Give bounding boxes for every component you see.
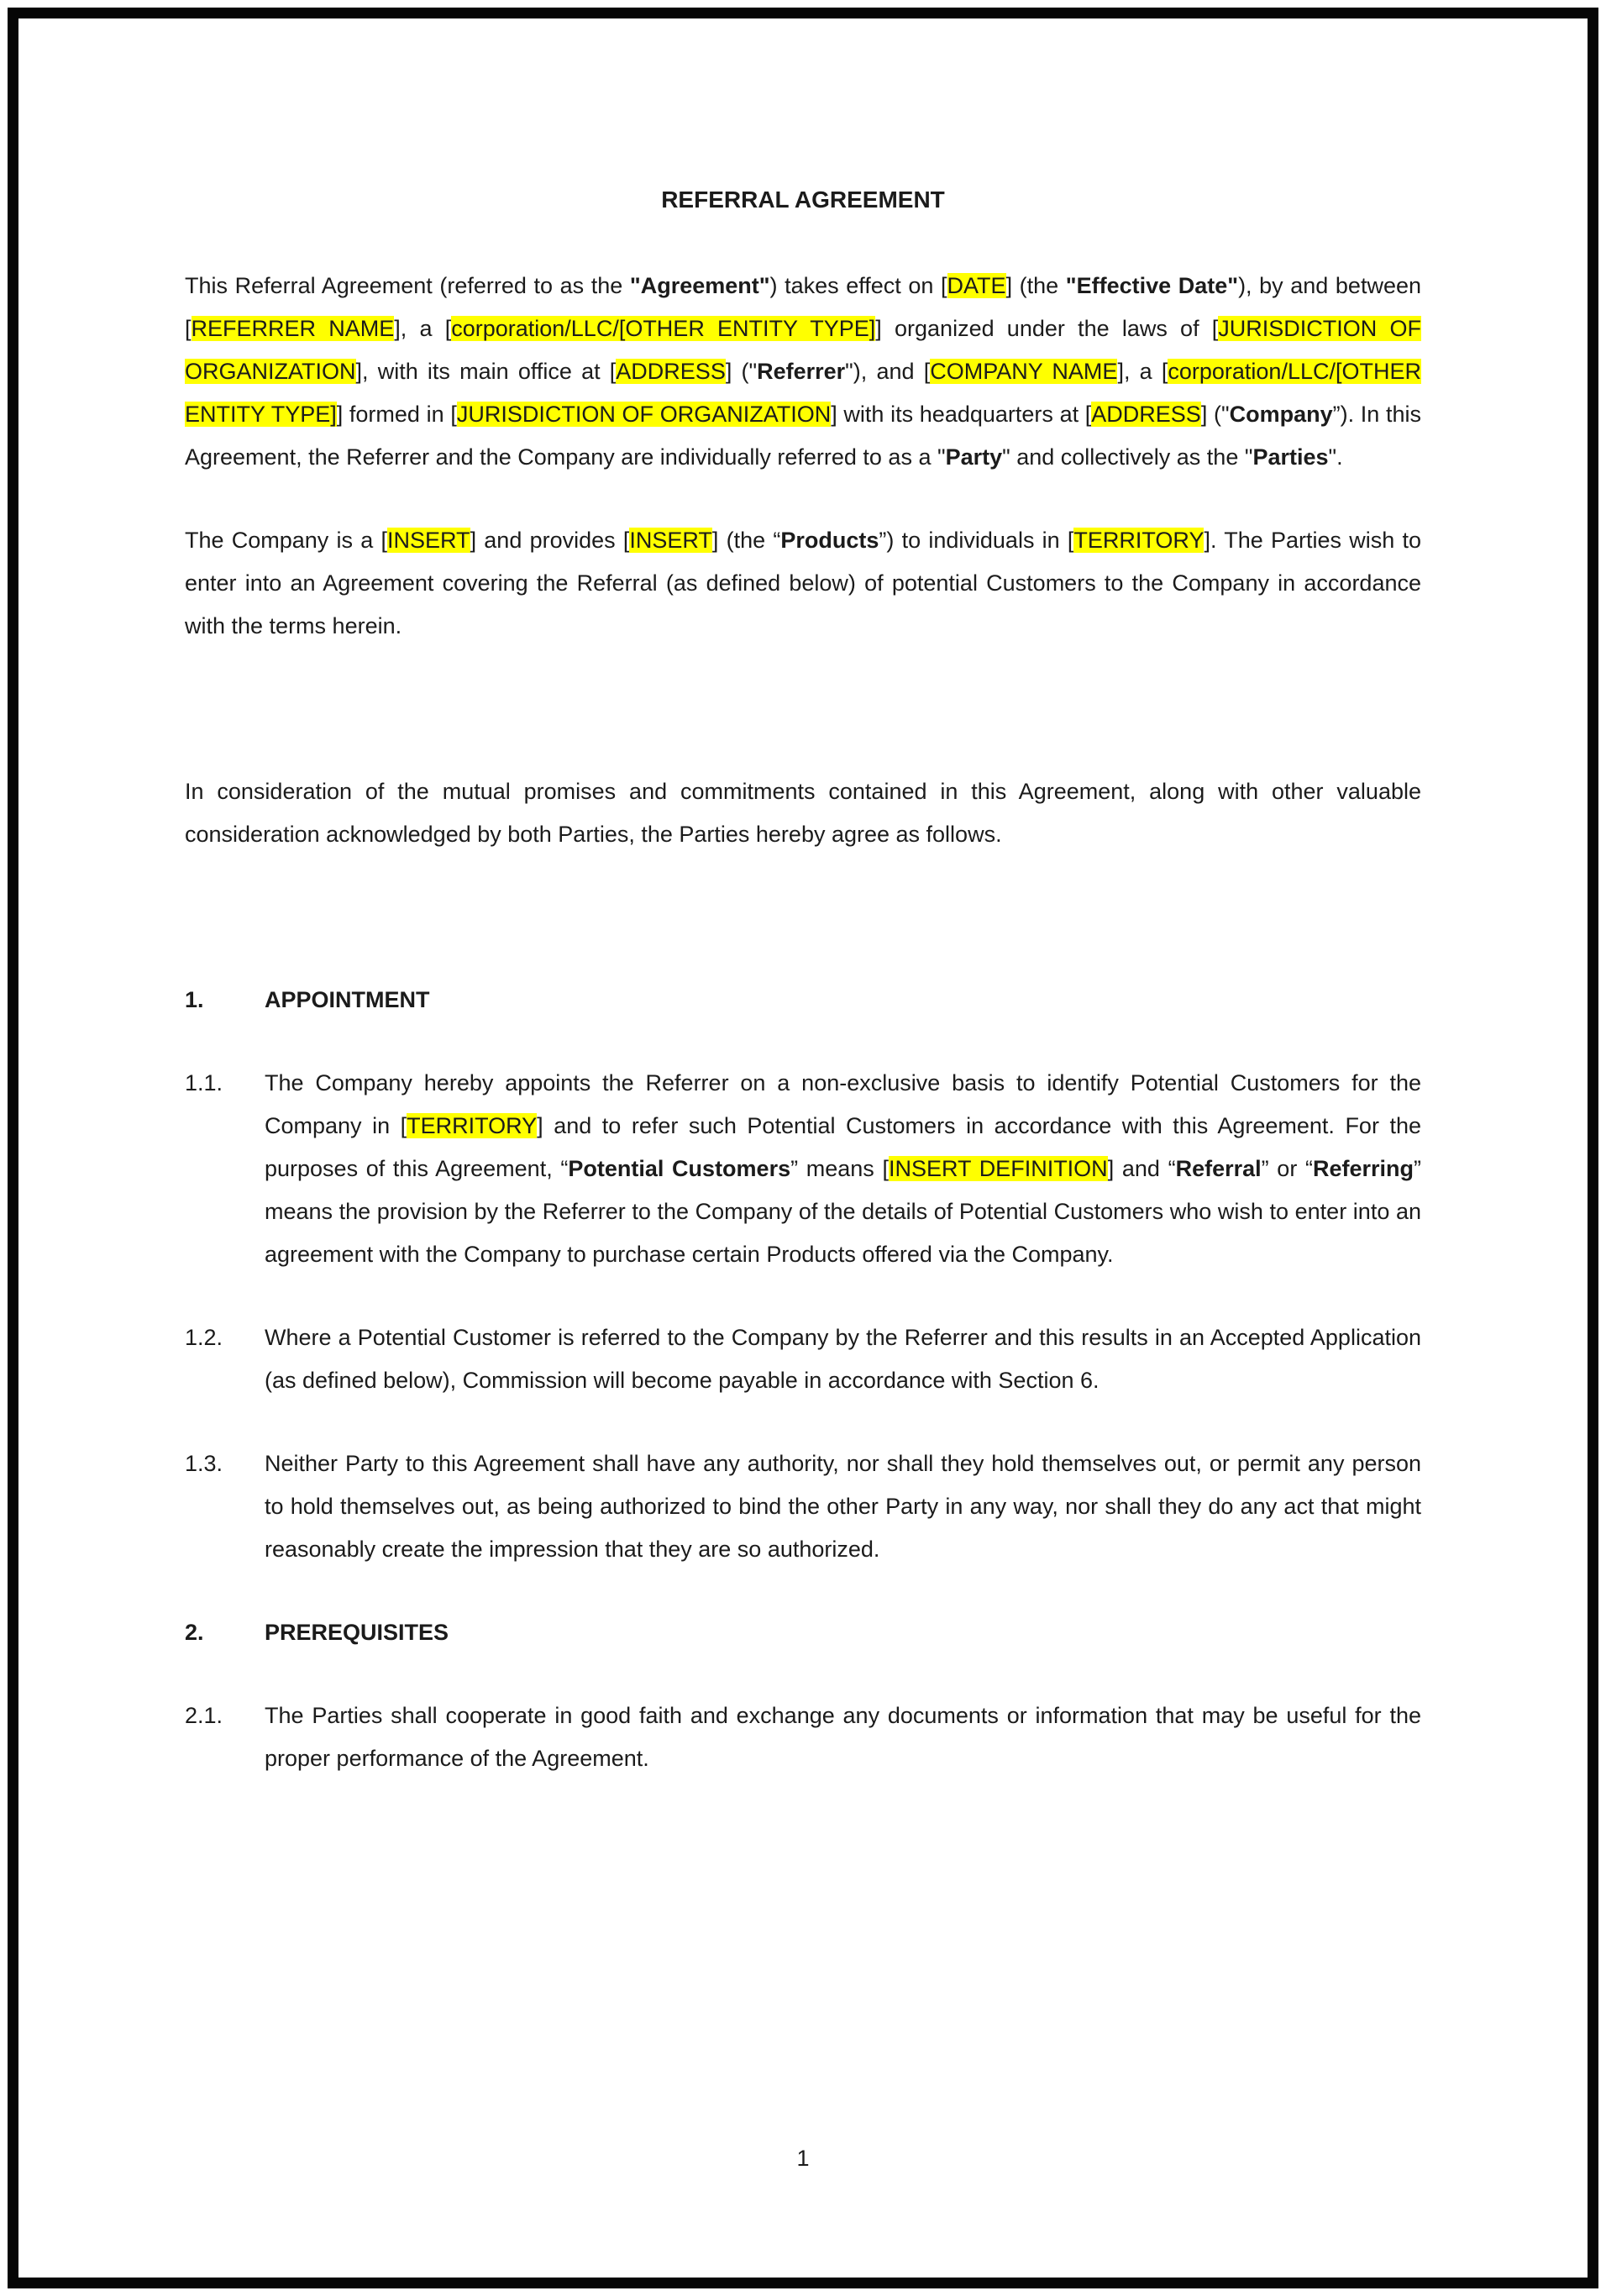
text-run: ] formed in [: [336, 402, 457, 427]
text-run: The Parties shall cooperate in good faith and exchange any documents or information that may be useful for the proper performance of the Agreement.: [265, 1703, 1421, 1771]
paragraph: [185, 265, 1421, 479]
text-run: ] and provides [: [470, 528, 630, 553]
clause-text: [265, 1694, 1421, 1780]
text-run: ” or “: [1261, 1156, 1313, 1181]
section-number: 1.: [185, 987, 204, 1012]
text-run: ], a [: [394, 316, 452, 341]
text-run: ] (": [725, 359, 758, 384]
numbered-clause: [185, 1062, 1421, 1276]
clause-number: 1.1.: [185, 1070, 223, 1095]
clause-number: 1.2.: [185, 1325, 223, 1350]
text-run: ] (": [1200, 402, 1230, 427]
page-number: 1: [796, 2146, 810, 2171]
text-run: Referring: [1312, 1156, 1414, 1181]
text-run: ”) to individuals in [: [879, 528, 1074, 553]
text-run: ] and “: [1107, 1156, 1176, 1181]
placeholder-highlight: REFERRER NAME: [191, 316, 395, 341]
text-run: This Referral Agreement (referred to as the: [185, 273, 630, 298]
section-number: 2.: [185, 1620, 204, 1645]
text-run: ” means the provision by the Referrer to the Company of the details of Potential Customers who wish to enter into an agreement with the Company to purchase certain Products offered via the Company.: [265, 1156, 1422, 1267]
text-run: ] (the: [1005, 273, 1066, 298]
placeholder-highlight: DATE: [947, 273, 1006, 298]
placeholder-highlight: corporation/LLC/[OTHER ENTITY TYPE]: [185, 359, 1421, 427]
document-body: [185, 265, 1421, 1780]
placeholder-highlight: JURISDICTION OF ORGANIZATION: [185, 316, 1421, 384]
placeholder-highlight: ADDRESS: [616, 359, 726, 384]
text-run: "Effective Date": [1065, 273, 1239, 298]
clause-text: [265, 1062, 1421, 1276]
text-run: Parties: [1252, 444, 1329, 470]
text-run: ] with its headquarters at [: [831, 402, 1092, 427]
numbered-clause: [185, 1316, 1421, 1402]
paragraph: [185, 770, 1421, 856]
placeholder-highlight: INSERT DEFINITION: [888, 1156, 1108, 1181]
placeholder-highlight: corporation/LLC/[OTHER ENTITY TYPE]: [451, 316, 876, 341]
text-run: "), and [: [845, 359, 931, 384]
placeholder-highlight: INSERT: [629, 528, 712, 553]
text-run: "Agreement": [629, 273, 770, 298]
placeholder-highlight: JURISDICTION OF ORGANIZATION: [456, 402, 832, 427]
clause-number: 1.3.: [185, 1451, 223, 1476]
placeholder-highlight: ADDRESS: [1091, 402, 1201, 427]
text-run: ] organized under the laws of [: [875, 316, 1219, 341]
clause-text: [265, 1442, 1421, 1571]
section-heading: [185, 979, 1421, 1022]
text-run: Where a Potential Customer is referred to the Company by the Referrer and this results in an Accepted Application (as defined below), Commission will become payable in accordance with Section 6.: [265, 1325, 1421, 1393]
document-title: REFERRAL AGREEMENT: [661, 187, 945, 213]
text-run: Potential Customers: [568, 1156, 791, 1181]
text-run: ”). In this Agreement, the Referrer and the Company are individually referred to as a ": [185, 402, 1421, 470]
text-run: ), by and between [: [185, 273, 1421, 341]
text-run: ".: [1328, 444, 1343, 470]
text-run: Referral: [1175, 1156, 1262, 1181]
section-heading: [185, 1611, 1421, 1654]
placeholder-highlight: TERRITORY: [407, 1113, 538, 1138]
text-run: In consideration of the mutual promises and commitments contained in this Agreement, along with other valuable consideration acknowledged by both Parties, the Parties hereby agree as follows.: [185, 779, 1421, 847]
section-title: PREREQUISITES: [265, 1620, 449, 1645]
paragraph: [185, 519, 1421, 648]
text-run: Company: [1229, 402, 1333, 427]
text-run: The Company is a [: [185, 528, 388, 553]
text-run: Referrer: [757, 359, 846, 384]
text-run: ] (the “: [711, 528, 781, 553]
text-run: Products: [780, 528, 879, 553]
document-page: [8, 8, 1598, 2288]
numbered-clause: [185, 1694, 1421, 1780]
text-run: The Company hereby appoints the Referrer on a non-exclusive basis to identify Potential Customers for the Company in [: [265, 1070, 1421, 1138]
text-run: Neither Party to this Agreement shall have any authority, nor shall they hold themselves out, or permit any person to hold themselves out, as being authorized to bind the other Party in any way, nor shall they do any act that might reasonably create the impression that they are so authorized.: [265, 1451, 1421, 1562]
section-title: APPOINTMENT: [265, 987, 430, 1012]
clause-text: [265, 1316, 1421, 1402]
text-run: ” means [: [790, 1156, 889, 1181]
text-run: ]. The Parties wish to enter into an Agreement covering the Referral (as defined below) of potential Customers to the Company in accordance with the terms herein.: [185, 528, 1421, 638]
clause-number: 2.1.: [185, 1703, 223, 1728]
placeholder-highlight: TERRITORY: [1073, 528, 1204, 553]
text-run: ) takes effect on [: [769, 273, 947, 298]
text-run: ] and to refer such Potential Customers in accordance with this Agreement. For the purposes of this Agreement, “: [265, 1113, 1422, 1181]
numbered-clause: [185, 1442, 1421, 1571]
placeholder-highlight: INSERT: [387, 528, 470, 553]
text-run: ], with its main office at [: [355, 359, 617, 384]
text-run: Party: [945, 444, 1003, 470]
text-run: ], a [: [1117, 359, 1168, 384]
text-run: " and collectively as the ": [1002, 444, 1253, 470]
placeholder-highlight: COMPANY NAME: [930, 359, 1118, 384]
